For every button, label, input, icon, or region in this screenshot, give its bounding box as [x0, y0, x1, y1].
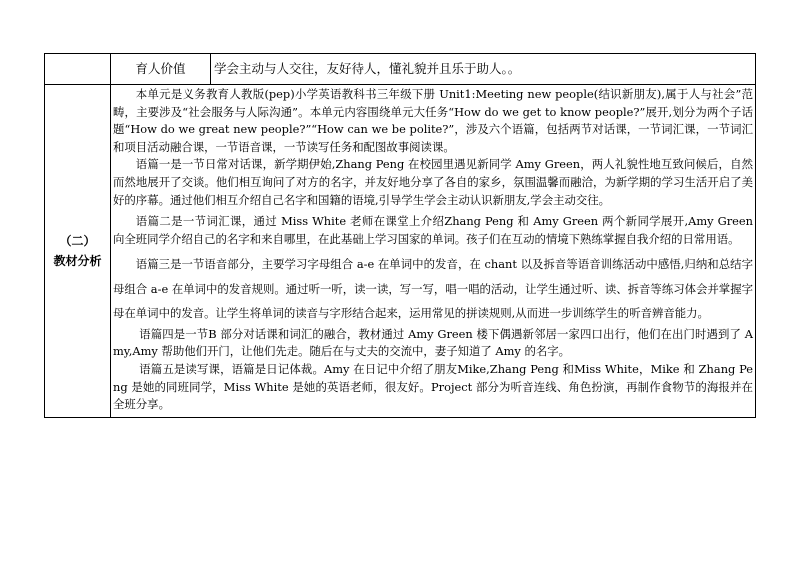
moral-value-label: 育人价值 — [111, 54, 211, 85]
paragraph-text-one: 语篇一是一节日常对话课，新学期伊始,Zhang Peng 在校园里遇见新同学 Amy Green，两人礼貌性地互致问候后，自然而然地展开了交谈。他们相互询问了对方的名字，并友好地分享了各自的家乡，氛围温馨而融洽，为新学期的学习生活开启了美好的序幕。通过他们相互介绍自己名字和国籍的语境,引导学生学会主动认识新朋友,学会主动交往。 — [113, 157, 753, 207]
lesson-plan-table — [44, 53, 756, 418]
section-title: 教材分析 — [53, 253, 102, 268]
paragraph-text-three: 语篇三是一节语音部分，主要学习字母组合 a-e 在单词中的发音，在 chant 以及拆音等语音训练活动中感悟,归纳和总结字母组合 a-e 在单词中的发音规则。通过听一听，读一读，写一写，唱一唱的活动，让学生通过听、读、拆音等练习体会并掌握字母在单词中的发音。让学生将单词的读音与字形结合起来，运用常见的拼读规则,从而进一步训练学生的听音辨音能力。 — [113, 257, 753, 321]
row-textbook-analysis — [45, 85, 756, 418]
textbook-analysis-content — [111, 85, 756, 418]
section-heading-cell — [45, 85, 111, 418]
paragraph-text-two: 语篇二是一节词汇课，通过 Miss White 老师在课堂上介绍Zhang Peng 和 Amy Green 两个新同学展开,Amy Green 向全班同学介绍自己的名字和来自哪里，在此基础上学习国家的单词。孩子们在互动的情境下熟练掌握自我介绍的日常用语。 — [113, 214, 753, 246]
moral-value-text: 学会主动与人交往，友好待人，懂礼貌并且乐于助人。。 — [211, 54, 756, 85]
paragraph-text-four: 语篇四是一节B 部分对话课和词汇的融合，教材通过 Amy Green 楼下偶遇新邻居一家四口出行，他们在出门时遇到了 Amy,Amy 帮助他们开门，让他们先走。随后在与丈夫的交流中，妻子知道了 Amy 的名字。 — [113, 326, 753, 359]
section-number: （二） — [59, 233, 96, 248]
empty-cell — [45, 54, 111, 85]
paragraph-unit-overview: 本单元是义务教育人教版(pep)小学英语教科书三年级下册 Unit1:Meeting new people(结识新朋友),属于人与社会”范畴，主要涉及“社会服务与人际沟通”。本单元内容围绕单元大任务“How do we get to know people?”展开,划分为两个子话题“How do we great new people?”“How can we be polite?”，涉及六个语篇，包括两节对话课，一节词汇课，一节词汇和项目活动融合课，一节语音课，一节读写任务和配图故事阅读课。 — [113, 87, 753, 154]
paragraph-text-five: 语篇五是读写课，语篇是日记体裁。Amy 在日记中介绍了朋友Mike,Zhang Peng 和Miss White，Mike 和 Zhang Peng 是她的同班同学，Miss White 是她的英语老师，很友好。Project 部分为听音连线、角色扮演，再制作食物节的海报并在全班分享。 — [113, 362, 753, 412]
row-moral-value — [45, 54, 756, 85]
